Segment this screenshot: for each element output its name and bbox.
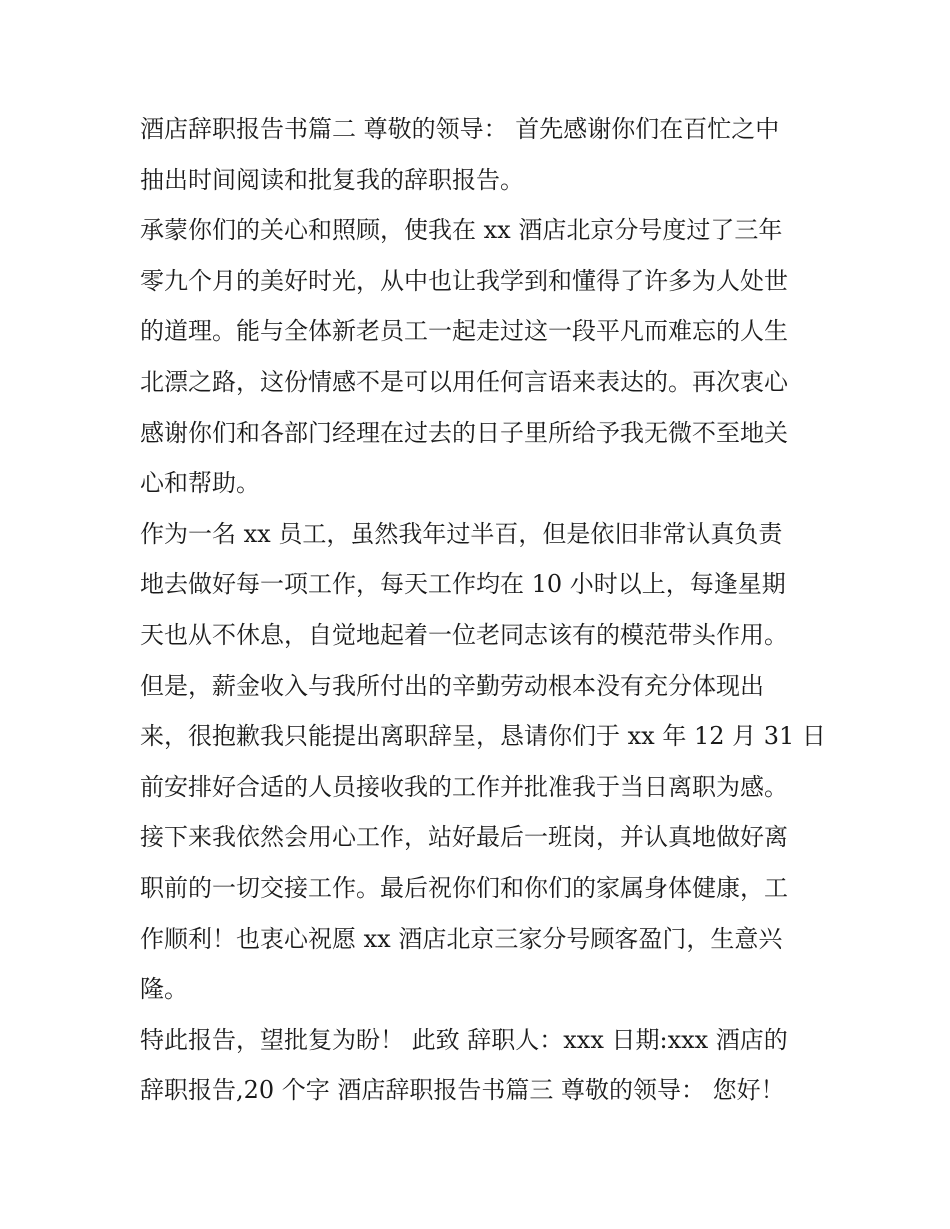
text-line: 职前的一切交接工作。最后祝你们和你们的家属身体健康，工 (140, 873, 788, 902)
text-line: 辞职报告,20 个字 酒店辞职报告书篇三 尊敬的领导： 您好！ (140, 1076, 785, 1105)
text-line: 前安排好合适的人员接收我的工作并批准我于当日离职为感。 (140, 772, 788, 801)
text-line: 特此报告，望批复为盼！ 此致 辞职人：xxx 日期:xxx 酒店的 (140, 1025, 788, 1054)
text-line: 接下来我依然会用心工作，站好最后一班岗，并认真地做好离 (140, 823, 788, 852)
text-line: 零九个月的美好时光，从中也让我学到和懂得了许多为人处世 (140, 266, 788, 295)
text-line: 地去做好每一项工作，每天工作均在 10 小时以上，每逢星期 (140, 570, 786, 599)
text-line: 但是，薪金收入与我所付出的辛勤劳动根本没有充分体现出 (140, 671, 764, 700)
document-body (140, 104, 826, 1116)
text-line: 感谢你们和各部门经理在过去的日子里所给予我无微不至地关 (140, 418, 788, 447)
text-line: 抽出时间阅读和批复我的辞职报告。 (140, 165, 524, 194)
text-line: 酒店辞职报告书篇二 尊敬的领导： 首先感谢你们在百忙之中 (140, 115, 780, 143)
text-line: 的道理。能与全体新老员工一起走过这一段平凡而难忘的人生 (140, 317, 788, 346)
text-line: 承蒙你们的关心和照顾，使我在 xx 酒店北京分号度过了三年 (140, 216, 783, 245)
text-line: 北漂之路，这份情感不是可以用任何言语来表达的。再次衷心 (140, 367, 788, 396)
text-line: 心和帮助。 (140, 469, 260, 498)
text-line: 作顺利！也衷心祝愿 xx 酒店北京三家分号顾客盈门，生意兴 (140, 924, 783, 953)
text-line: 作为一名 xx 员工，虽然我年过半百，但是依旧非常认真负责 (140, 519, 783, 548)
text-line: 来，很抱歉我只能提出离职辞呈，恳请你们于 xx 年 12 月 31 日 (140, 722, 826, 751)
text-line: 天也从不休息，自觉地起着一位老同志该有的模范带头作用。 (140, 620, 788, 649)
text-line: 隆。 (140, 975, 188, 1004)
